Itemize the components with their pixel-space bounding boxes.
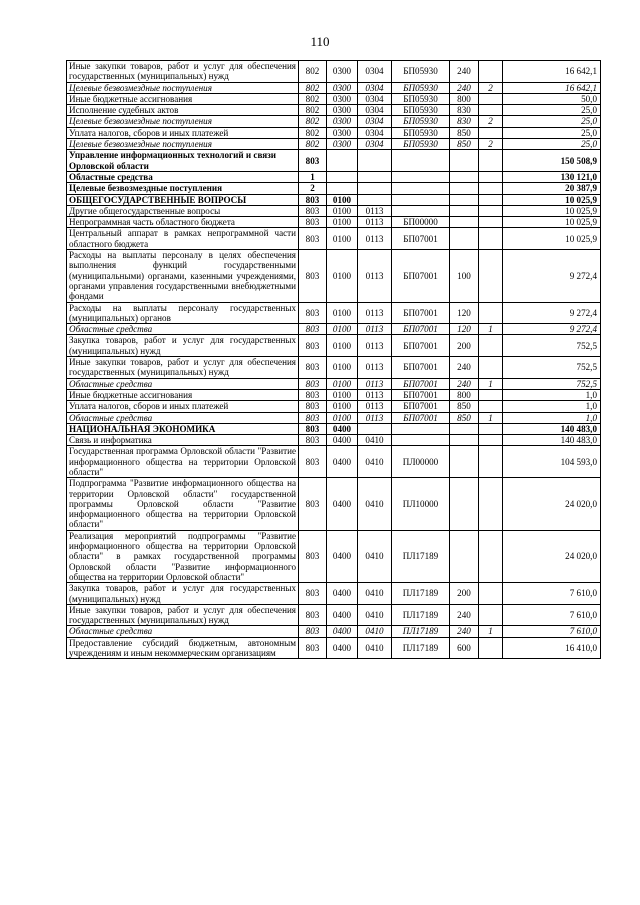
table-row <box>67 116 601 127</box>
target-article-cell: БП07001 <box>392 412 450 423</box>
expense-type-cell: 240 <box>450 378 479 389</box>
expense-type-cell: 850 <box>450 401 479 412</box>
amount-cell: 25,0 <box>503 105 601 116</box>
row-name-cell: Расходы на выплаты персоналу в целях обеспечения выполнения функций государственными (муниципальными) органами, казенными учреждениями, органами управления государственными внебюджетными фондами <box>67 250 299 302</box>
section-code-cell: 0100 <box>327 378 358 389</box>
section-code-cell: 0100 <box>327 228 358 250</box>
expense-type-cell <box>450 446 479 478</box>
target-article-cell: БП07001 <box>392 378 450 389</box>
department-code-cell: 802 <box>299 61 327 83</box>
amount-cell: 24 020,0 <box>503 478 601 530</box>
row-name-cell: Целевые безвозмездные поступления <box>67 183 299 194</box>
expense-type-cell: 800 <box>450 93 479 104</box>
target-article-cell: ПЛ17189 <box>392 604 450 626</box>
target-article-cell: БП07001 <box>392 228 450 250</box>
row-name-cell: Иные бюджетные ассигнования <box>67 389 299 400</box>
target-article-cell: БП07001 <box>392 324 450 335</box>
department-code-cell: 803 <box>299 378 327 389</box>
table-row <box>67 302 601 324</box>
row-name-cell: Иные закупки товаров, работ и услуг для обеспечения государственных (муниципальных) нужд <box>67 604 299 626</box>
target-article-cell: ПЛ17189 <box>392 626 450 637</box>
section-code-cell: 0400 <box>327 626 358 637</box>
amount-cell: 752,5 <box>503 378 601 389</box>
department-code-cell: 802 <box>299 139 327 150</box>
expense-type-cell <box>450 183 479 194</box>
department-code-cell: 1 <box>299 171 327 182</box>
target-article-cell: БП05930 <box>392 61 450 83</box>
row-name-cell: Закупка товаров, работ и услуг для государственных (муниципальных) нужд <box>67 335 299 357</box>
funding-source-cell: 2 <box>479 82 503 93</box>
target-article-cell: БП00000 <box>392 217 450 228</box>
subsection-code-cell: 0410 <box>358 446 392 478</box>
section-code-cell <box>327 171 358 182</box>
funding-source-cell <box>479 389 503 400</box>
target-article-cell: ПЛ17189 <box>392 530 450 582</box>
subsection-code-cell: 0304 <box>358 105 392 116</box>
funding-source-cell <box>479 105 503 116</box>
subsection-code-cell <box>358 194 392 205</box>
expense-type-cell <box>450 423 479 434</box>
target-article-cell: БП07001 <box>392 401 450 412</box>
row-name-cell: Управление информационных технологий и связи Орловской области <box>67 150 299 172</box>
funding-source-cell <box>479 530 503 582</box>
funding-source-cell <box>479 228 503 250</box>
section-code-cell: 0400 <box>327 435 358 446</box>
section-code-cell: 0400 <box>327 446 358 478</box>
row-name-cell: Расходы на выплаты персоналу государственных (муниципальных) органов <box>67 302 299 324</box>
table-row <box>67 183 601 194</box>
row-name-cell: Иные бюджетные ассигнования <box>67 93 299 104</box>
table-row <box>67 357 601 379</box>
table-row <box>67 228 601 250</box>
target-article-cell: БП05930 <box>392 127 450 138</box>
table-row <box>67 205 601 216</box>
target-article-cell <box>392 205 450 216</box>
funding-source-cell <box>479 401 503 412</box>
subsection-code-cell: 0113 <box>358 401 392 412</box>
department-code-cell: 803 <box>299 205 327 216</box>
subsection-code-cell: 0304 <box>358 139 392 150</box>
expense-type-cell: 240 <box>450 61 479 83</box>
table-row <box>67 478 601 530</box>
section-code-cell: 0100 <box>327 324 358 335</box>
section-code-cell: 0100 <box>327 217 358 228</box>
row-name-cell: Областные средства <box>67 378 299 389</box>
funding-source-cell: 1 <box>479 412 503 423</box>
funding-source-cell <box>479 435 503 446</box>
section-code-cell: 0300 <box>327 116 358 127</box>
funding-source-cell <box>479 194 503 205</box>
amount-cell: 7 610,0 <box>503 626 601 637</box>
amount-cell: 24 020,0 <box>503 530 601 582</box>
table-row <box>67 250 601 302</box>
department-code-cell: 802 <box>299 93 327 104</box>
funding-source-cell: 1 <box>479 378 503 389</box>
expense-type-cell <box>450 194 479 205</box>
funding-source-cell <box>479 217 503 228</box>
funding-source-cell <box>479 205 503 216</box>
section-code-cell: 0300 <box>327 105 358 116</box>
funding-source-cell: 2 <box>479 139 503 150</box>
table-row <box>67 637 601 659</box>
department-code-cell: 803 <box>299 335 327 357</box>
subsection-code-cell: 0304 <box>358 127 392 138</box>
table-row <box>67 82 601 93</box>
funding-source-cell: 2 <box>479 116 503 127</box>
department-code-cell: 803 <box>299 637 327 659</box>
expense-type-cell: 240 <box>450 604 479 626</box>
target-article-cell: ПЛ10000 <box>392 478 450 530</box>
subsection-code-cell: 0113 <box>358 302 392 324</box>
department-code-cell: 803 <box>299 423 327 434</box>
row-name-cell: Непрограммная часть областного бюджета <box>67 217 299 228</box>
funding-source-cell <box>479 446 503 478</box>
table-row <box>67 583 601 605</box>
table-row <box>67 93 601 104</box>
department-code-cell: 803 <box>299 478 327 530</box>
table-row <box>67 194 601 205</box>
table-row <box>67 217 601 228</box>
target-article-cell: БП07001 <box>392 250 450 302</box>
subsection-code-cell: 0410 <box>358 478 392 530</box>
department-code-cell: 803 <box>299 435 327 446</box>
department-code-cell: 803 <box>299 446 327 478</box>
target-article-cell: БП05930 <box>392 116 450 127</box>
subsection-code-cell: 0113 <box>358 378 392 389</box>
section-code-cell: 0100 <box>327 205 358 216</box>
section-code-cell <box>327 150 358 172</box>
subsection-code-cell: 0113 <box>358 217 392 228</box>
target-article-cell: ПЛ17189 <box>392 583 450 605</box>
department-code-cell: 803 <box>299 530 327 582</box>
row-name-cell: Другие общегосударственные вопросы <box>67 205 299 216</box>
funding-source-cell <box>479 150 503 172</box>
subsection-code-cell <box>358 171 392 182</box>
section-code-cell: 0300 <box>327 82 358 93</box>
expense-type-cell: 120 <box>450 302 479 324</box>
section-code-cell: 0100 <box>327 335 358 357</box>
amount-cell: 104 593,0 <box>503 446 601 478</box>
amount-cell: 140 483,0 <box>503 435 601 446</box>
section-code-cell: 0100 <box>327 302 358 324</box>
subsection-code-cell: 0113 <box>358 335 392 357</box>
target-article-cell <box>392 171 450 182</box>
row-name-cell: Реализация мероприятий подпрограммы "Развитие информационного общества на территории Орловской области" в рамках государственной программы Орловской области "Развитие информационного общества на территории Орловской области" <box>67 530 299 582</box>
department-code-cell: 803 <box>299 412 327 423</box>
target-article-cell: БП05930 <box>392 139 450 150</box>
amount-cell: 1,0 <box>503 389 601 400</box>
expense-type-cell <box>450 150 479 172</box>
subsection-code-cell: 0304 <box>358 116 392 127</box>
amount-cell: 7 610,0 <box>503 583 601 605</box>
target-article-cell: ПЛ00000 <box>392 446 450 478</box>
department-code-cell: 803 <box>299 357 327 379</box>
expense-type-cell: 830 <box>450 105 479 116</box>
table-row <box>67 412 601 423</box>
amount-cell: 16 642,1 <box>503 82 601 93</box>
amount-cell: 9 272,4 <box>503 324 601 335</box>
subsection-code-cell: 0113 <box>358 389 392 400</box>
row-name-cell: Подпрограмма "Развитие информационного общества на территории Орловской области" государственной программы Орловской области "Развитие информационного общества на территории Орловской области" <box>67 478 299 530</box>
table-row <box>67 139 601 150</box>
table-row <box>67 446 601 478</box>
table-row <box>67 378 601 389</box>
budget-table-body <box>67 61 601 659</box>
row-name-cell: Целевые безвозмездные поступления <box>67 139 299 150</box>
funding-source-cell: 1 <box>479 626 503 637</box>
section-code-cell: 0400 <box>327 478 358 530</box>
department-code-cell: 802 <box>299 116 327 127</box>
department-code-cell: 803 <box>299 194 327 205</box>
target-article-cell <box>392 423 450 434</box>
row-name-cell: Иные закупки товаров, работ и услуг для обеспечения государственных (муниципальных) нужд <box>67 357 299 379</box>
department-code-cell: 803 <box>299 150 327 172</box>
funding-source-cell <box>479 93 503 104</box>
amount-cell: 10 025,9 <box>503 228 601 250</box>
amount-cell: 1,0 <box>503 412 601 423</box>
funding-source-cell <box>479 183 503 194</box>
row-name-cell: Центральный аппарат в рамках непрограммной части областного бюджета <box>67 228 299 250</box>
department-code-cell: 803 <box>299 228 327 250</box>
amount-cell: 10 025,9 <box>503 217 601 228</box>
subsection-code-cell: 0304 <box>358 61 392 83</box>
subsection-code-cell: 0410 <box>358 435 392 446</box>
expense-type-cell <box>450 228 479 250</box>
table-row <box>67 423 601 434</box>
expense-type-cell: 830 <box>450 116 479 127</box>
department-code-cell: 803 <box>299 217 327 228</box>
department-code-cell: 803 <box>299 401 327 412</box>
row-name-cell: Областные средства <box>67 412 299 423</box>
amount-cell: 130 121,0 <box>503 171 601 182</box>
subsection-code-cell: 0410 <box>358 604 392 626</box>
funding-source-cell <box>479 423 503 434</box>
expense-type-cell: 240 <box>450 82 479 93</box>
department-code-cell: 803 <box>299 626 327 637</box>
target-article-cell: БП05930 <box>392 82 450 93</box>
expense-type-cell <box>450 530 479 582</box>
amount-cell: 50,0 <box>503 93 601 104</box>
table-row <box>67 127 601 138</box>
table-row <box>67 626 601 637</box>
expense-type-cell <box>450 435 479 446</box>
subsection-code-cell: 0410 <box>358 530 392 582</box>
page-number: 110 <box>310 34 330 49</box>
subsection-code-cell: 0410 <box>358 626 392 637</box>
department-code-cell: 803 <box>299 389 327 400</box>
expense-type-cell <box>450 478 479 530</box>
row-name-cell: Областные средства <box>67 171 299 182</box>
target-article-cell: БП07001 <box>392 389 450 400</box>
funding-source-cell <box>479 583 503 605</box>
amount-cell: 16 642,1 <box>503 61 601 83</box>
amount-cell: 140 483,0 <box>503 423 601 434</box>
department-code-cell: 803 <box>299 324 327 335</box>
amount-cell: 752,5 <box>503 357 601 379</box>
target-article-cell <box>392 150 450 172</box>
department-code-cell: 803 <box>299 250 327 302</box>
funding-source-cell <box>479 171 503 182</box>
amount-cell: 752,5 <box>503 335 601 357</box>
funding-source-cell <box>479 604 503 626</box>
section-code-cell: 0400 <box>327 583 358 605</box>
subsection-code-cell <box>358 183 392 194</box>
section-code-cell: 0100 <box>327 250 358 302</box>
expense-type-cell: 200 <box>450 335 479 357</box>
target-article-cell: БП05930 <box>392 93 450 104</box>
target-article-cell: ПЛ17189 <box>392 637 450 659</box>
section-code-cell: 0300 <box>327 139 358 150</box>
amount-cell: 10 025,9 <box>503 205 601 216</box>
expense-type-cell: 240 <box>450 357 479 379</box>
expense-type-cell: 240 <box>450 626 479 637</box>
amount-cell: 1,0 <box>503 401 601 412</box>
section-code-cell: 0100 <box>327 401 358 412</box>
target-article-cell: БП05930 <box>392 105 450 116</box>
expense-type-cell: 200 <box>450 583 479 605</box>
row-name-cell: Областные средства <box>67 324 299 335</box>
section-code-cell: 0400 <box>327 530 358 582</box>
target-article-cell: БП07001 <box>392 357 450 379</box>
section-code-cell <box>327 183 358 194</box>
section-code-cell: 0300 <box>327 93 358 104</box>
amount-cell: 9 272,4 <box>503 250 601 302</box>
expense-type-cell: 850 <box>450 127 479 138</box>
funding-source-cell <box>479 357 503 379</box>
table-row <box>67 61 601 83</box>
amount-cell: 25,0 <box>503 116 601 127</box>
table-row <box>67 335 601 357</box>
table-row <box>67 401 601 412</box>
funding-source-cell <box>479 335 503 357</box>
amount-cell: 9 272,4 <box>503 302 601 324</box>
table-row <box>67 389 601 400</box>
row-name-cell: Государственная программа Орловской области "Развитие информационного общества на территории Орловской области" <box>67 446 299 478</box>
table-row <box>67 105 601 116</box>
section-code-cell: 0400 <box>327 423 358 434</box>
row-name-cell: Закупка товаров, работ и услуг для государственных (муниципальных) нужд <box>67 583 299 605</box>
budget-table <box>66 60 601 659</box>
subsection-code-cell: 0304 <box>358 82 392 93</box>
subsection-code-cell: 0113 <box>358 357 392 379</box>
table-row <box>67 435 601 446</box>
table-row <box>67 324 601 335</box>
subsection-code-cell: 0113 <box>358 412 392 423</box>
subsection-code-cell <box>358 150 392 172</box>
amount-cell: 16 410,0 <box>503 637 601 659</box>
amount-cell: 10 025,9 <box>503 194 601 205</box>
section-code-cell: 0300 <box>327 127 358 138</box>
amount-cell: 20 387,9 <box>503 183 601 194</box>
department-code-cell: 803 <box>299 583 327 605</box>
row-name-cell: Связь и информатика <box>67 435 299 446</box>
row-name-cell: Целевые безвозмездные поступления <box>67 82 299 93</box>
row-name-cell: ОБЩЕГОСУДАРСТВЕННЫЕ ВОПРОСЫ <box>67 194 299 205</box>
subsection-code-cell: 0113 <box>358 205 392 216</box>
expense-type-cell: 800 <box>450 389 479 400</box>
subsection-code-cell: 0113 <box>358 250 392 302</box>
funding-source-cell <box>479 637 503 659</box>
department-code-cell: 2 <box>299 183 327 194</box>
expense-type-cell <box>450 171 479 182</box>
expense-type-cell: 850 <box>450 412 479 423</box>
target-article-cell <box>392 194 450 205</box>
expense-type-cell: 120 <box>450 324 479 335</box>
subsection-code-cell: 0304 <box>358 93 392 104</box>
target-article-cell <box>392 183 450 194</box>
amount-cell: 150 508,9 <box>503 150 601 172</box>
expense-type-cell <box>450 217 479 228</box>
subsection-code-cell: 0113 <box>358 228 392 250</box>
section-code-cell: 0400 <box>327 604 358 626</box>
row-name-cell: Предоставление субсидий бюджетным, автономным учреждениям и иным некоммерческим организациям <box>67 637 299 659</box>
funding-source-cell <box>479 302 503 324</box>
funding-source-cell: 1 <box>479 324 503 335</box>
section-code-cell: 0100 <box>327 389 358 400</box>
table-row <box>67 530 601 582</box>
funding-source-cell <box>479 478 503 530</box>
department-code-cell: 803 <box>299 302 327 324</box>
row-name-cell: Иные закупки товаров, работ и услуг для обеспечения государственных (муниципальных) нужд <box>67 61 299 83</box>
table-row <box>67 604 601 626</box>
target-article-cell <box>392 435 450 446</box>
department-code-cell: 802 <box>299 127 327 138</box>
expense-type-cell: 850 <box>450 139 479 150</box>
target-article-cell: БП07001 <box>392 335 450 357</box>
subsection-code-cell: 0410 <box>358 583 392 605</box>
subsection-code-cell: 0410 <box>358 637 392 659</box>
funding-source-cell <box>479 61 503 83</box>
row-name-cell: Уплата налогов, сборов и иных платежей <box>67 127 299 138</box>
funding-source-cell <box>479 250 503 302</box>
amount-cell: 7 610,0 <box>503 604 601 626</box>
table-row <box>67 150 601 172</box>
section-code-cell: 0100 <box>327 412 358 423</box>
subsection-code-cell: 0113 <box>358 324 392 335</box>
amount-cell: 25,0 <box>503 127 601 138</box>
department-code-cell: 802 <box>299 82 327 93</box>
amount-cell: 25,0 <box>503 139 601 150</box>
section-code-cell: 0100 <box>327 194 358 205</box>
row-name-cell: Уплата налогов, сборов и иных платежей <box>67 401 299 412</box>
row-name-cell: Областные средства <box>67 626 299 637</box>
funding-source-cell <box>479 127 503 138</box>
department-code-cell: 802 <box>299 105 327 116</box>
target-article-cell: БП07001 <box>392 302 450 324</box>
row-name-cell: Исполнение судебных актов <box>67 105 299 116</box>
section-code-cell: 0400 <box>327 637 358 659</box>
expense-type-cell: 100 <box>450 250 479 302</box>
section-code-cell: 0300 <box>327 61 358 83</box>
table-row <box>67 171 601 182</box>
row-name-cell: Целевые безвозмездные поступления <box>67 116 299 127</box>
department-code-cell: 803 <box>299 604 327 626</box>
section-code-cell: 0100 <box>327 357 358 379</box>
expense-type-cell: 600 <box>450 637 479 659</box>
subsection-code-cell <box>358 423 392 434</box>
row-name-cell: НАЦИОНАЛЬНАЯ ЭКОНОМИКА <box>67 423 299 434</box>
expense-type-cell <box>450 205 479 216</box>
